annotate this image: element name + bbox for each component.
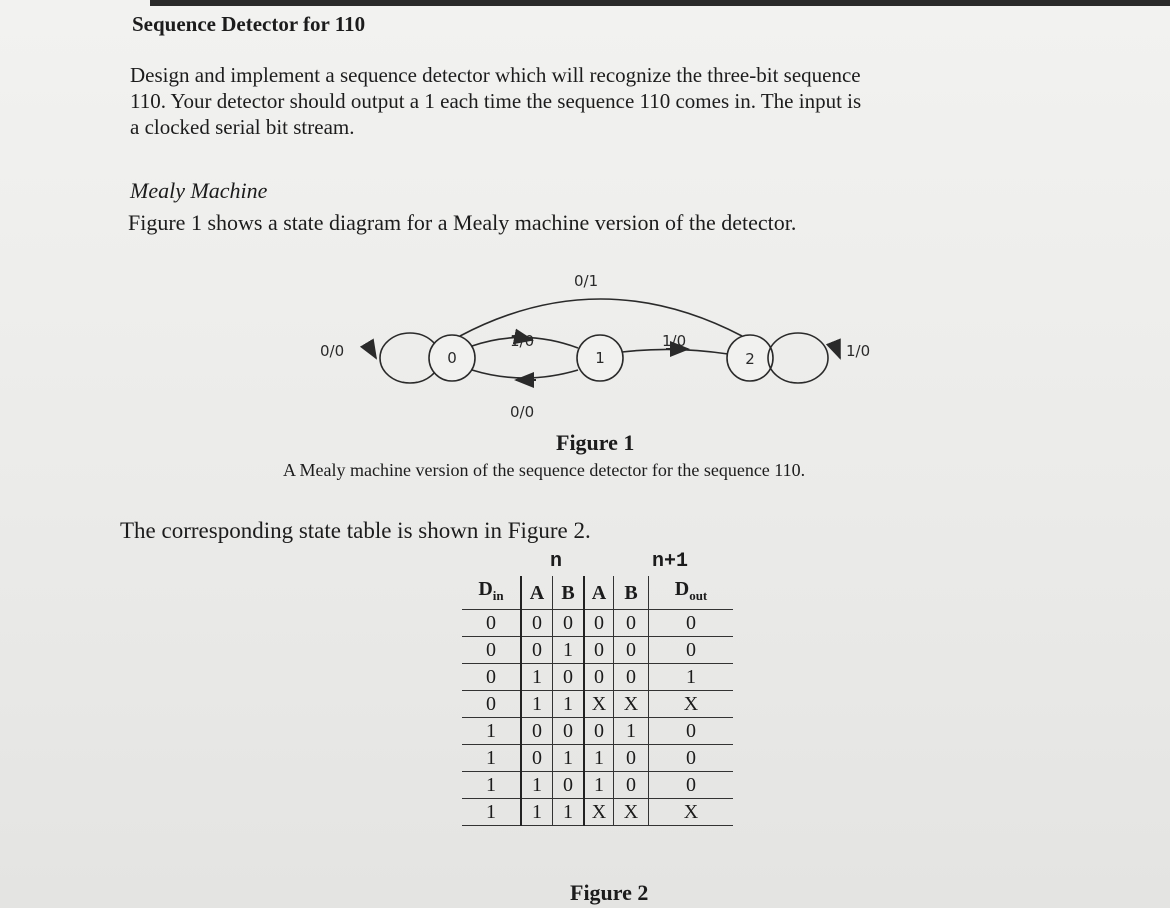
table-cell: 0: [614, 745, 649, 772]
table-cell: 0: [649, 610, 734, 637]
table-cell: 0: [553, 610, 585, 637]
table-cell: 0: [614, 772, 649, 799]
table-cell: 0: [462, 691, 521, 718]
table-cell: 1: [553, 799, 585, 826]
col-header-a: A: [521, 576, 553, 610]
intro-paragraph: [130, 62, 1060, 140]
table-cell: 0: [649, 772, 734, 799]
table-cell: 0: [462, 664, 521, 691]
table-cell: X: [614, 691, 649, 718]
edge-1-to-2: [622, 349, 728, 354]
table-cell: 1: [553, 691, 585, 718]
figure1-title: Figure 1: [556, 430, 635, 455]
self-loop-2-arrow: [836, 348, 840, 358]
table-cell: 0: [584, 718, 614, 745]
table-cell: 1: [521, 664, 553, 691]
label-self-loop-2: 1/0: [846, 342, 871, 360]
table-cell: X: [649, 799, 734, 826]
figure1-intro: Figure 1 shows a state diagram for a Mealy machine version of the detector.: [128, 210, 797, 235]
state-diagram: [300, 262, 900, 432]
state-0-label: 0: [447, 349, 457, 367]
table-cell: 0: [649, 745, 734, 772]
table-cell: X: [649, 691, 734, 718]
table-cell: 1: [649, 664, 734, 691]
header-next-state: n+1: [652, 550, 689, 573]
state-table: [462, 576, 733, 826]
document-title: Sequence Detector for 110: [132, 12, 366, 36]
col-header-din: [462, 576, 521, 610]
table-cell: 0: [584, 610, 614, 637]
table-row: [462, 772, 733, 799]
col-header-dout: [649, 576, 734, 610]
col-header-sub: in: [492, 588, 504, 603]
table-cell: 0: [553, 718, 585, 745]
col-header-next-b: B: [614, 576, 649, 610]
table-cell: 1: [521, 691, 553, 718]
table-cell: 1: [584, 772, 614, 799]
edge-1-to-0: [472, 370, 578, 378]
table-row: [462, 745, 733, 772]
col-header-main: D: [674, 578, 690, 600]
table-cell: 0: [462, 610, 521, 637]
table-cell: 1: [521, 799, 553, 826]
table-cell: 0: [521, 745, 553, 772]
table-cell: 1: [462, 718, 521, 745]
table-cell: 0: [553, 772, 585, 799]
col-header-next-a: A: [584, 576, 614, 610]
table-cell: 1: [462, 745, 521, 772]
table-row: [462, 718, 733, 745]
header-current-state: n: [550, 550, 563, 573]
table-cell: 1: [521, 772, 553, 799]
table-cell: 1: [553, 637, 585, 664]
intro-line: a clocked serial bit stream.: [130, 115, 355, 139]
intro-line: 110. Your detector should output a 1 each time the sequence 110 comes in. The input is: [130, 89, 862, 113]
col-header-sub: out: [689, 588, 708, 603]
intro-line: Design and implement a sequence detector which will recognize the three-bit sequence: [130, 63, 861, 87]
label-edge-1-to-0: 0/0: [510, 403, 535, 421]
table-cell: 0: [521, 637, 553, 664]
figure2-intro: The corresponding state table is shown in Figure 2.: [120, 518, 591, 543]
self-loop-2: [768, 333, 828, 383]
table-cell: 0: [649, 718, 734, 745]
table-cell: 0: [521, 610, 553, 637]
table-cell: 1: [614, 718, 649, 745]
figure2-title: Figure 2: [570, 880, 649, 905]
table-header-row: [462, 576, 733, 610]
table-row: [462, 637, 733, 664]
table-cell: 0: [584, 664, 614, 691]
label-edge-1-to-2: 1/0: [662, 332, 687, 350]
state-1-label: 1: [595, 349, 605, 367]
table-cell: X: [584, 799, 614, 826]
label-edge-0-to-1: 1/0: [510, 332, 535, 350]
label-self-loop-0: 0/0: [320, 342, 345, 360]
table-row: [462, 664, 733, 691]
table-cell: 1: [462, 772, 521, 799]
self-loop-0-arrow: [370, 348, 376, 358]
table-cell: 1: [584, 745, 614, 772]
table-cell: 0: [614, 610, 649, 637]
table-cell: 0: [649, 637, 734, 664]
label-edge-2-to-0: 0/1: [574, 272, 599, 290]
table-cell: 0: [462, 637, 521, 664]
table-cell: 1: [462, 799, 521, 826]
col-header-main: D: [478, 578, 493, 600]
state-2-label: 2: [745, 350, 755, 368]
table-cell: 0: [584, 637, 614, 664]
top-rule: [150, 0, 1170, 6]
table-cell: X: [584, 691, 614, 718]
table-cell: 0: [614, 637, 649, 664]
table-row: [462, 691, 733, 718]
col-header-b: B: [553, 576, 585, 610]
section-title: Mealy Machine: [130, 178, 268, 203]
table-row: [462, 610, 733, 637]
table-cell: 1: [553, 745, 585, 772]
table-cell: 0: [614, 664, 649, 691]
figure1-caption: A Mealy machine version of the sequence detector for the sequence 110.: [283, 460, 806, 480]
table-row: [462, 799, 733, 826]
table-cell: X: [614, 799, 649, 826]
edge-2-to-0: [460, 299, 742, 336]
table-cell: 0: [521, 718, 553, 745]
table-cell: 0: [553, 664, 585, 691]
